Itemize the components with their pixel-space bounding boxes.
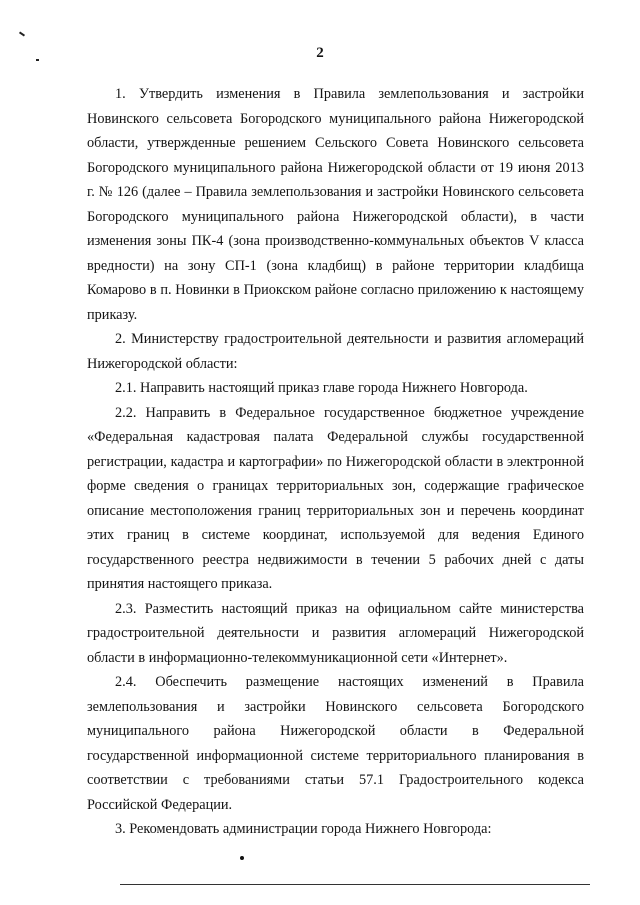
document-body [87, 82, 584, 842]
bottom-rule [120, 884, 590, 885]
paragraph-2-2: 2.2. Направить в Федеральное государственное бюджетное учреждение «Федеральная кадастровая палата Федеральной службы государственной регистрации, кадастра и картографии» по Нижегородской области в электронной форме сведения о границах территориальных зон, содержащие графическое описание местоположения границ территориальных зон и перечень координат этих границ в системе координат, используемой для ведения Единого государственного реестра недвижимости в течении 5 рабочих дней с даты принятия настоящего приказа. [87, 404, 584, 592]
scan-artifact [19, 31, 25, 36]
paragraph-1: 1. Утвердить изменения в Правила землепользования и застройки Новинского сельсовета Богородского муниципального района Нижегородской области, утвержденные решением Сельского Совета Новинского сельсовета Богородского муниципального района Нижегородской области от 19 июня 2013 г. № 126 (далее – Правила землепользования и застройки Новинского сельсовета Богородского муниципального района Нижегородской области), в части изменения зоны ПК-4 (зона производственно-коммунальных объектов V класса вредности) на зону СП-1 (зона кладбищ) в районе территории кладбища Комарово в п. Новинки в Приокском районе согласно приложению к настоящему приказу. [87, 86, 584, 323]
paragraph-3: 3. Рекомендовать администрации города Нижнего Новгорода: [115, 821, 492, 837]
scan-dot [240, 856, 244, 860]
paragraph-2: 2. Министерству градостроительной деятельности и развития агломераций Нижегородской области: [87, 331, 584, 372]
paragraph-2-3: 2.3. Разместить настоящий приказ на официальном сайте министерства градостроительной деятельности и развития агломераций Нижегородской области в информационно-телекоммуникационной сети «Интернет». [87, 600, 584, 666]
paragraph-2-4: 2.4. Обеспечить размещение настоящих изменений в Правила землепользования и застройки Новинского сельсовета Богородского муниципального района Нижегородской области в Федеральной государственной информационной системе территориального планирования в соответствии с требованиями статьи 57.1 Градостроительного кодекса Российской Федерации. [87, 674, 584, 813]
paragraph-2-1: 2.1. Направить настоящий приказ главе города Нижнего Новгорода. [115, 380, 528, 396]
page-number: 2 [316, 45, 324, 61]
